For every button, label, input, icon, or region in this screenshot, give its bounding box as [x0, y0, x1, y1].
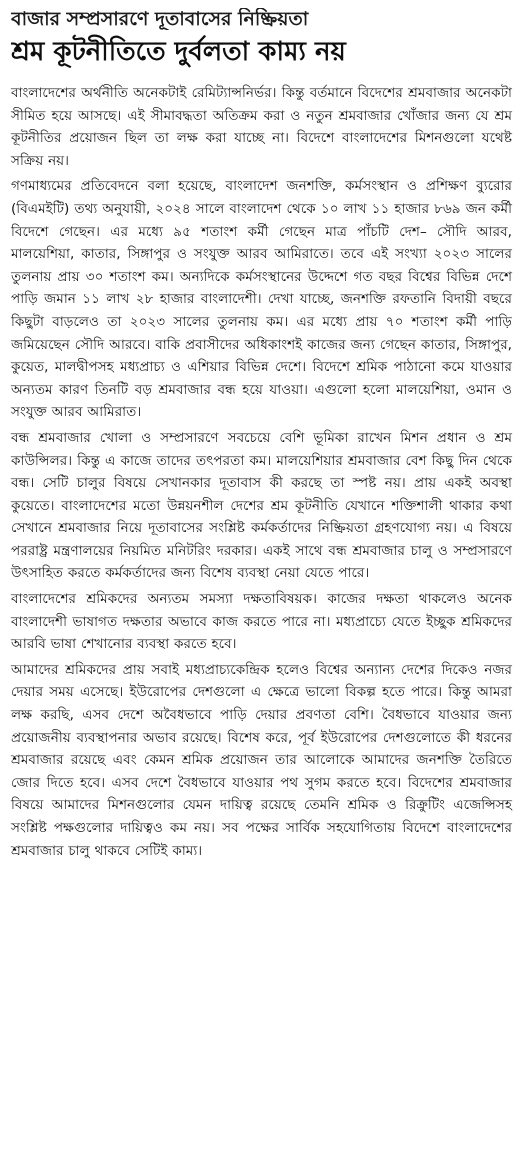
paragraph-2: গণমাধ্যমের প্রতিবেদনে বলা হয়েছে, বাংলাদেশ জনশক্তি, কর্মসংস্থান ও প্রশিক্ষণ ব্যুরোর (বিএমইটি) তথ্য অনুযায়ী, ২০২৪ সালে বাংলাদেশ থেকে ১০ লাখ ১১ হাজার ৮৬৯ জন কর্মী বিদেশে গেছেন। এর মধ্যে ৯৫ শতাংশ কর্মী গেছেন মাত্র পাঁচটি দেশ– সৌদি আরব, মালয়েশিয়া, কাতার, সিঙ্গাপুর ও সংযুক্ত আরব আমিরাতে। তবে এই সংখ্যা ২০২৩ সালের তুলনায় প্রায় ৩০ শতাংশ কম। অন্যদিকে কর্মসংস্থানের উদ্দেশে গত বছর বিশ্বের বিভিন্ন দেশে পাড়ি জমান ১১ লাখ ২৮ হাজার বাংলাদেশী। দেখা যাচ্ছে, জনশক্তি রফতানি বিদায়ী বছরে কিছুটা বাড়লেও তা ২০২৩ সালের তুলনায় কম। এর মধ্যে প্রায় ৭০ শতাংশ কর্মী পাড়ি জমিয়েছেন সৌদি আরবে। বাকি প্রবাসীদের অধিকাংশই কাজের জন্য গেছেন কাতার, সিঙ্গাপুর, কুয়েত, মালদ্বীপসহ মধ্যপ্রাচ্য ও এশিয়ার বিভিন্ন দেশে। বিদেশে শ্রমিক পাঠানো কমে যাওয়ার অন্যতম কারণ তিনটি বড় শ্রমবাজার বন্ধ হয়ে যাওয়া। এগুলো হলো মালয়েশিয়া, ওমান ও সংযুক্ত আরব আমিরাত।: [11, 178, 512, 421]
kicker-title: বাজার সম্প্রসারণে দূতাবাসের নিষ্ক্রিয়তা: [11, 8, 309, 30]
paragraph-4: বাংলাদেশের শ্রমিকদের অন্যতম সমস্যা দক্ষতাবিষয়ক। কাজের দক্ষতা থাকলেও অনেক বাংলাদেশী ভাষাগত দক্ষতার অভাবে কাজ করতে পারে না। মধ্যপ্রাচ্যে যেতে ইচ্ছুক শ্রমিকদের আরবি ভাষা শেখানোর ব্যবস্থা করতে হবে।: [11, 591, 512, 653]
paragraph-5: আমাদের শ্রমিকদের প্রায় সবাই মধ্যপ্রাচ্যকেন্দ্রিক হলেও বিশ্বের অন্যান্য দেশের দিকেও নজর দেয়ার সময় এসেছে। ইউরোপের দেশগুলো এ ক্ষেত্রে ভালো বিকল্প হতে পারে। কিন্তু আমরা লক্ষ করছি, এসব দেশে অবৈধভাবে পাড়ি দেয়ার প্রবণতা বেশি। বৈধভাবে যাওয়ার জন্য প্রয়োজনীয় ব্যবস্থাপনার অভাব রয়েছে। বিশেষ করে, পূর্ব ইউরোপের দেশগুলোতে কী ধরনের শ্রমবাজার রয়েছে এবং কেমন শ্রমিক প্রয়োজন তার আলোকে আমাদের জনশক্তি তৈরিতে জোর দিতে হবে। এসব দেশে বৈধভাবে যাওয়ার পথ সুগম করতে হবে। বিদেশের শ্রমবাজার বিষয়ে আমাদের মিশনগুলোর যেমন দায়িত্ব রয়েছে তেমনি শ্রমিক ও রিক্রুটিং এজেন্সিসহ সংশ্লিষ্ট পক্ষগুলোর দায়িত্বও কম নয়। সব পক্ষের সার্বিক সহযোগিতায় বিদেশে বাংলাদেশের শ্রমবাজার চালু থাকবে সেটিই কাম্য।: [11, 661, 512, 859]
paragraph-1: বাংলাদেশের অর্থনীতি অনেকটাই রেমিট্যান্সনির্ভর। কিন্তু বর্তমানে বিদেশের শ্রমবাজার অনেকটা সীমিত হয়ে আসছে। এই সীমাবদ্ধতা অতিক্রম করা ও নতুন শ্রমবাজার খোঁজার জন্য যে শ্রম কূটনীতির প্রয়োজন ছিল তা লক্ষ করা যাচ্ছে না। বিদেশে বাংলাদেশের মিশনগুলো যথেষ্ট সক্রিয় নয়।: [11, 85, 512, 169]
article-body: [11, 82, 512, 862]
paragraph-3: বন্ধ শ্রমবাজার খোলা ও সম্প্রসারণে সবচেয়ে বেশি ভূমিকা রাখেন মিশন প্রধান ও শ্রম কাউন্সিলর। কিন্তু এ কাজে তাদের তৎপরতা কম। মালয়েশিয়ার শ্রমবাজার বেশ কিছু দিন থেকে বন্ধ। সেটি চালুর বিষয়ে সেখানকার দূতাবাস কী করছে তা স্পষ্ট নয়। প্রায় একই অবস্থা কুয়েতে। বাংলাদেশের মতো উন্নয়নশীল দেশের শ্রম কূটনীতি যেখানে শক্তিশালী থাকার কথা সেখানে শ্রমবাজার নিয়ে দূতাবাসের সংশ্লিষ্ট কর্মকর্তাদের নিষ্ক্রিয়তা গ্রহণযোগ্য নয়। এ বিষয়ে পররাষ্ট্র মন্ত্রণালয়ের নিয়মিত মনিটরিং দরকার। একই সাথে বন্ধ শ্রমবাজার চালু ও সম্প্রসারণে উৎসাহিত করতে কর্মকর্তাদের জন্য বিশেষ ব্যবস্থা নেয়া যেতে পারে।: [11, 429, 512, 582]
headline: শ্রম কূটনীতিতে দুর্বলতা কাম্য নয়: [11, 37, 346, 67]
